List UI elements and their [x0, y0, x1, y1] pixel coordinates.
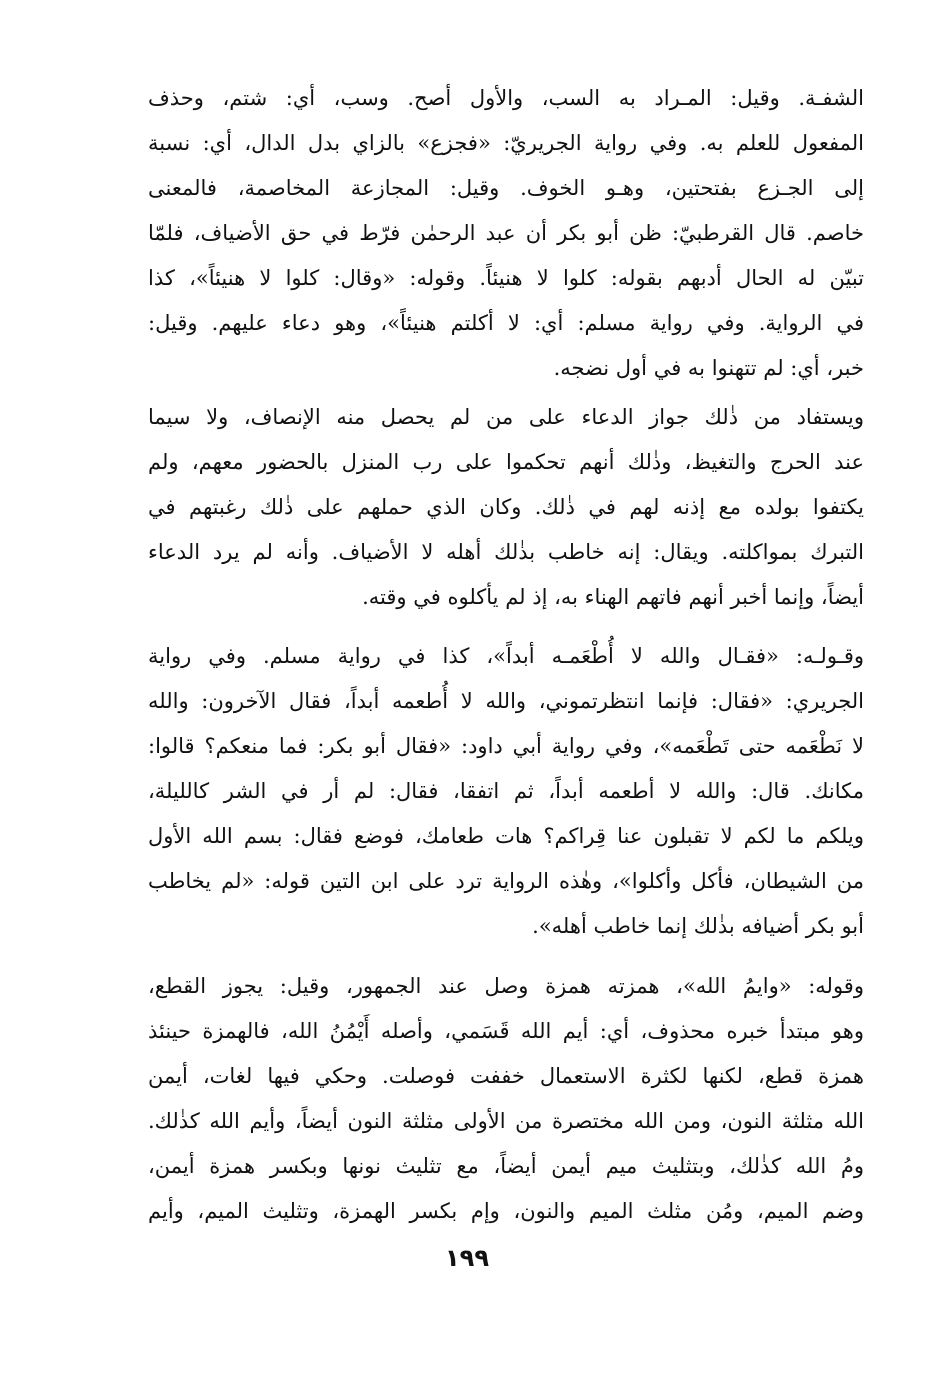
- text-line: وقـولـه: «فقـال والله لا أُطْعَمـه أبداً»، كذا في رواية مسلم. وفي رواية: [148, 644, 864, 668]
- text-line: في الرواية. وفي رواية مسلم: أي: لا أكلتم هنيئاً»، وهو دعاء عليهم. وقيل:: [148, 311, 864, 335]
- paragraph-1: [148, 76, 864, 391]
- text-line: من الشيطان، فأكل وأكلوا»، وهٰذه الرواية ترد على ابن التين قوله: «لم يخاطب: [148, 869, 864, 893]
- text-line: خاصم. قال القرطبيّ: ظن أبو بكر أن عبد الرحمٰن فرّط في حق الأضياف، فلمّا: [148, 221, 864, 245]
- text-line: الشفـة. وقيل: المـراد به السب، والأول أصح. وسب، أي: شتم، وحذف: [148, 86, 864, 110]
- paragraph-4: [148, 964, 864, 1234]
- paragraph-3: [148, 634, 864, 949]
- text-line: لا نَطْعَمه حتى تَطْعَمه»، وفي رواية أبي داود: «فقال أبو بكر: فما منعكم؟ قالوا:: [148, 734, 864, 758]
- text-line: المفعول للعلم به. وفي رواية الجريريّ: «فجزع» بالزاي بدل الدال، أي: نسبة: [148, 131, 864, 155]
- text-line: وهو مبتدأ خبره محذوف، أي: أيم الله قَسَمي، وأصله أَيْمُنُ الله، فالهمزة حينئذ: [148, 1019, 864, 1043]
- text-line: ويستفاد من ذٰلك جواز الدعاء على من لم يحصل منه الإنصاف، ولا سيما: [148, 405, 864, 429]
- text-line: خبر، أي: لم تتهنوا به في أول نضجه.: [553, 356, 864, 380]
- paragraph-2: [148, 395, 864, 620]
- text-line: مكانك. قال: والله لا أطعمه أبداً، ثم اتفقا، فقال: لم أر في الشر كالليلة،: [148, 779, 864, 803]
- text-line: يكتفوا بولده مع إذنه لهم في ذٰلك. وكان الذي حملهم على ذٰلك رغبتهم في: [148, 495, 864, 519]
- text-line: إلى الجـزع بفتحتين، وهـو الخوف. وقيل: المجازعة المخاصمة، فالمعنى: [148, 176, 864, 200]
- text-line: وقوله: «وايمُ الله»، همزته همزة وصل عند الجمهور، وقيل: يجوز القطع،: [148, 974, 864, 998]
- text-line: تبيّن له الحال أدبهم بقوله: كلوا لا هنيئاً. وقوله: «وقال: كلوا لا هنيئاً»، كذا: [148, 266, 864, 290]
- page-number: ١٩٩: [445, 1244, 489, 1272]
- text-line: وضم الميم، ومُن مثلث الميم والنون، وإم بكسر الهمزة، وتثليث الميم، وأيم: [148, 1199, 864, 1223]
- text-line: أيضاً، وإنما أخبر أنهم فاتهم الهناء به، إذ لم يأكلوه في وقته.: [362, 585, 864, 609]
- text-line: التبرك بمواكلته. ويقال: إنه خاطب بذٰلك أهله لا الأضياف. وأنه لم يرد الدعاء: [148, 540, 864, 564]
- text-line: ويلكم ما لكم لا تقبلون عنا قِراكم؟ هات طعامك، فوضع فقال: بسم الله الأول: [148, 824, 864, 848]
- text-line: عند الحرج والتغيظ، وذٰلك أنهم تحكموا على رب المنزل بالحضور معهم، ولم: [148, 450, 864, 474]
- text-line: الجريري: «فقال: فإنما انتظرتموني، والله لا أُطعمه أبداً، فقال الآخرون: والله: [148, 689, 864, 713]
- text-line: أبو بكر أضيافه بذٰلك إنما خاطب أهله».: [532, 914, 864, 938]
- text-line: الله مثلثة النون، ومن الله مختصرة من الأولى مثلثة النون أيضاً، وأيم الله كذٰلك.: [148, 1109, 864, 1133]
- text-line: ومُ الله كذٰلك، وبتثليث ميم أيمن أيضاً، مع تثليث نونها وبكسر همزة أيمن،: [148, 1154, 864, 1178]
- text-line: همزة قطع، لكنها لكثرة الاستعمال خففت فوصلت. وحكي فيها لغات، أيمن: [148, 1064, 864, 1088]
